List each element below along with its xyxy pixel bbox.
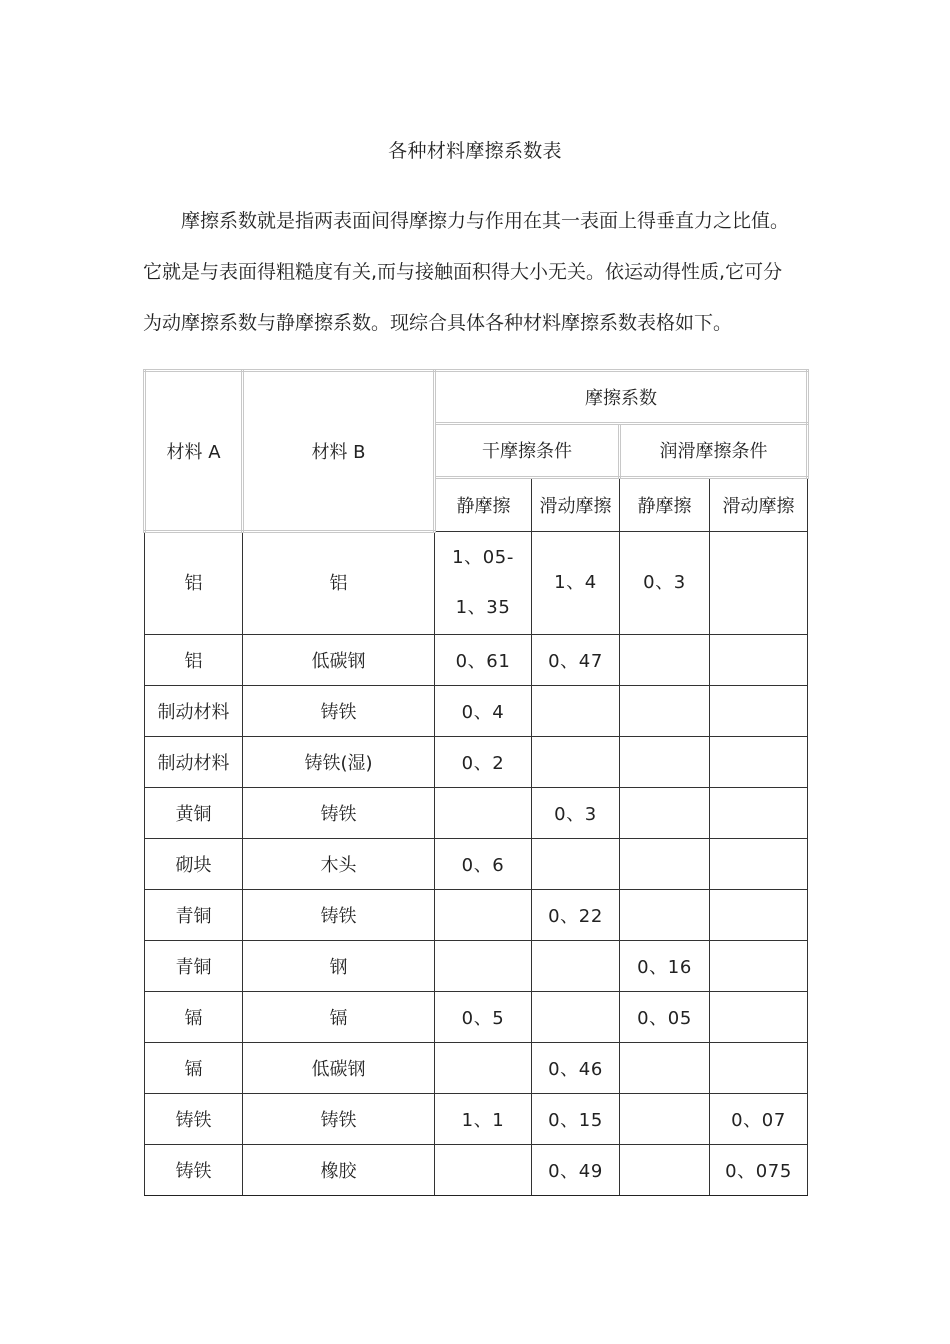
cell-lub-static <box>620 1145 710 1196</box>
cell-lub-sliding <box>710 686 808 737</box>
cell-material-a: 镉 <box>145 992 243 1043</box>
cell-lub-sliding <box>710 532 808 635</box>
cell-material-a: 铝 <box>145 635 243 686</box>
header-lubricated-condition: 润滑摩擦条件 <box>620 424 808 477</box>
paragraph-line: 它就是与表面得粗糙度有关,而与接触面积得大小无关。依运动得性质,它可分 <box>143 261 783 283</box>
cell-material-a: 砌块 <box>145 839 243 890</box>
cell-dry-static <box>435 1145 532 1196</box>
cell-lub-static: 0、3 <box>620 532 710 635</box>
cell-lub-static <box>620 890 710 941</box>
cell-lub-sliding <box>710 992 808 1043</box>
paragraph-line: 摩擦系数就是指两表面间得摩擦力与作用在其一表面上得垂直力之比值。 <box>181 210 790 232</box>
cell-lub-sliding <box>710 839 808 890</box>
table-row <box>145 737 808 788</box>
cell-dry-sliding: 0、22 <box>532 890 620 941</box>
cell-dry-static <box>435 788 532 839</box>
cell-material-b: 橡胶 <box>243 1145 435 1196</box>
cell-material-b: 木头 <box>243 839 435 890</box>
cell-lub-static <box>620 788 710 839</box>
header-material-b: 材料 B <box>243 371 435 532</box>
header-friction-coefficient: 摩擦系数 <box>435 371 808 424</box>
cell-material-b: 铝 <box>243 532 435 635</box>
cell-lub-sliding <box>710 788 808 839</box>
cell-dry-sliding <box>532 737 620 788</box>
header-dry-static: 静摩擦 <box>435 477 532 531</box>
cell-dry-static: 0、2 <box>435 737 532 788</box>
cell-dry-sliding <box>532 839 620 890</box>
cell-material-b: 低碳钢 <box>243 1043 435 1094</box>
cell-lub-sliding <box>710 941 808 992</box>
table-row <box>145 941 808 992</box>
cell-dry-sliding: 0、3 <box>532 788 620 839</box>
table-row <box>145 686 808 737</box>
cell-material-b: 铸铁 <box>243 788 435 839</box>
cell-material-a: 铸铁 <box>145 1145 243 1196</box>
table-row <box>145 788 808 839</box>
paragraph-line: 为动摩擦系数与静摩擦系数。现综合具体各种材料摩擦系数表格如下。 <box>143 312 733 334</box>
cell-lub-sliding <box>710 635 808 686</box>
document-title: 各种材料摩擦系数表 <box>388 140 562 162</box>
intro-paragraph <box>143 196 813 349</box>
cell-lub-static <box>620 635 710 686</box>
cell-material-b: 钢 <box>243 941 435 992</box>
cell-lub-sliding: 0、075 <box>710 1145 808 1196</box>
cell-lub-static <box>620 686 710 737</box>
cell-material-a: 镉 <box>145 1043 243 1094</box>
header-lub-sliding: 滑动摩擦 <box>710 477 808 531</box>
cell-dry-static: 1、05-1、35 <box>435 532 532 635</box>
cell-material-b: 镉 <box>243 992 435 1043</box>
cell-dry-sliding: 0、46 <box>532 1043 620 1094</box>
cell-dry-static: 1、1 <box>435 1094 532 1145</box>
table-row <box>145 1094 808 1145</box>
cell-dry-sliding <box>532 941 620 992</box>
cell-material-a: 制动材料 <box>145 686 243 737</box>
cell-dry-static <box>435 890 532 941</box>
cell-material-b: 低碳钢 <box>243 635 435 686</box>
header-dry-condition: 干摩擦条件 <box>435 424 620 477</box>
cell-dry-sliding: 0、49 <box>532 1145 620 1196</box>
cell-dry-sliding: 0、15 <box>532 1094 620 1145</box>
cell-material-a: 青铜 <box>145 890 243 941</box>
table-row <box>145 1043 808 1094</box>
cell-material-b: 铸铁(湿) <box>243 737 435 788</box>
cell-dry-static <box>435 1043 532 1094</box>
cell-dry-static: 0、5 <box>435 992 532 1043</box>
cell-lub-static <box>620 839 710 890</box>
cell-dry-static: 0、4 <box>435 686 532 737</box>
cell-lub-static <box>620 1094 710 1145</box>
cell-material-a: 青铜 <box>145 941 243 992</box>
table-row <box>145 890 808 941</box>
cell-dry-sliding <box>532 992 620 1043</box>
cell-dry-sliding: 0、47 <box>532 635 620 686</box>
table-row <box>145 1145 808 1196</box>
cell-dry-static: 0、61 <box>435 635 532 686</box>
cell-material-b: 铸铁 <box>243 890 435 941</box>
cell-material-b: 铸铁 <box>243 686 435 737</box>
cell-dry-sliding <box>532 686 620 737</box>
cell-material-a: 制动材料 <box>145 737 243 788</box>
cell-dry-sliding: 1、4 <box>532 532 620 635</box>
table-row <box>145 532 808 635</box>
cell-material-b: 铸铁 <box>243 1094 435 1145</box>
cell-lub-sliding <box>710 1043 808 1094</box>
table-row <box>145 839 808 890</box>
friction-coefficient-table <box>143 369 809 1196</box>
cell-lub-static <box>620 1043 710 1094</box>
cell-lub-static: 0、16 <box>620 941 710 992</box>
cell-material-a: 铝 <box>145 532 243 635</box>
cell-material-a: 铸铁 <box>145 1094 243 1145</box>
cell-dry-static: 0、6 <box>435 839 532 890</box>
cell-lub-static: 0、05 <box>620 992 710 1043</box>
cell-material-a: 黄铜 <box>145 788 243 839</box>
header-material-a: 材料 A <box>145 371 243 532</box>
cell-lub-static <box>620 737 710 788</box>
header-dry-sliding: 滑动摩擦 <box>532 477 620 531</box>
cell-lub-sliding <box>710 890 808 941</box>
cell-dry-static <box>435 941 532 992</box>
table-row <box>145 635 808 686</box>
cell-lub-sliding: 0、07 <box>710 1094 808 1145</box>
table-row <box>145 992 808 1043</box>
cell-lub-sliding <box>710 737 808 788</box>
header-lub-static: 静摩擦 <box>620 477 710 531</box>
